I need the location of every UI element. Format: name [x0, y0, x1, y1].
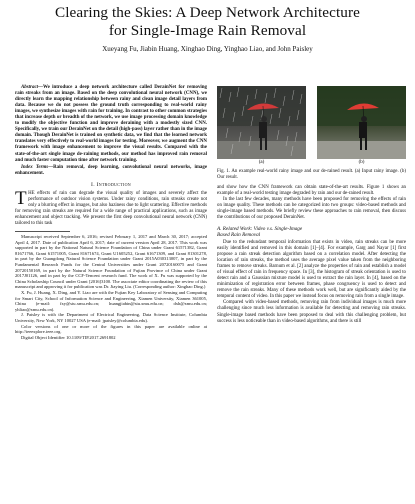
- abstract-text: —We introduce a deep network architecture called DerainNet for removing rain streaks from an image. Based on the deep convolutional neural network (CNN), we directly learn the mapping relationship between rainy and clean image detail layers from data. Because we do not possess the ground truth corresponding to real-world rainy images, we synthesize images with rain for training. In contrast to other common strategies that increase depth or breadth of the network, we use image processing domain knowledge to modify the objective function and improve deraining with a modestly sized CNN. Specifically, we train our DerainNet on the detail (high-pass) layer rather than in the image domain. Though DerainNet is trained on synthetic data, we find that the learned network translates very effectively to real-world images for testing. Moreover, we augment the CNN framework with image enhancement to improve the visual results. Compared with the state-of-the-art single image de-raining methods, our method has improved rain removal and much faster computation time after network training.: [15, 85, 207, 163]
- footnote-affiliation-columbia: J. Paisley is with the Department of Electrical Engineering, Data Science Institute, Columbia University, New York, NY 10027 USA (e-mail: jpaisley@columbia.edu).: [15, 312, 207, 323]
- subsection-heading-related-work: [217, 226, 406, 238]
- paper-title: Clearing the Skies: A Deep Network Architecture for Single-Image Rain Removal: [55, 4, 360, 39]
- footnote-doi: Digital Object Identifier 10.1109/TIP.2017.2691802: [21, 334, 116, 340]
- derained-image: [317, 86, 406, 159]
- left-column: [15, 85, 207, 340]
- footnote-color-versions: Color versions of one or more of the figures in this paper are available online at http://ieeexplore.ieee.org.: [15, 323, 207, 335]
- drop-cap: T: [15, 188, 27, 210]
- rainy-image: [217, 86, 306, 159]
- footnote-affiliation-xmu: X. Fu, J. Huang, X. Ding, and Y. Liao are with the Fujian Key Laboratory of Sensing and Computing for Smart City, School of Information Science and Engineering, Xiamen University, Xiamen 361005, China (e-mail: fxy@stu.xmu.edu.cn; huangjiabin@stu.xmu.edu.cn; dxh@xmu.edu.cn; yhliao@xmu.edu.cn).: [15, 289, 207, 312]
- figure-panel-a: [217, 86, 306, 167]
- body-paragraph: Compared with video-based methods, removing rain from individual images is much more challenging since much less information is available for detecting and removing rain streaks. Single-image based methods have been proposed to deal with this challenging problem, but success is less noticeable than in video-based algorithms, and there is still: [217, 300, 406, 324]
- intro-paragraph: [15, 188, 207, 227]
- index-terms-text: —Rain removal, deep learning, convolutional neural networks, image enhancement.: [15, 164, 207, 176]
- figure-1: [217, 86, 406, 167]
- figure-label-a: (a): [258, 160, 265, 165]
- body-paragraph: Due to the redundant temporal information that exists in video, rain streaks can be more easily identified and removed in this domain [1]–[4]. For example, Garg and Nayar [1] first propose a rain streak detection algorithm based on a correlation model. After detecting the location of rain streaks, the method uses the average pixel value taken from the neighboring frames to remove streaks. Barnum et al. [2] analyze the properties of rain and establish a model of visual effect of rain in frequency space. In [3], the histogram of streak orientation is used to detect rain and a Gaussian mixture model is used to extract the rain layer. In [4], based on the minimization of registration error between frames, phase congruency is used to detect and remove the rain streaks. Many of these methods work well, but are significantly aided by the temporal content of video. In this paper we instead focus on removing rain from a single image.: [217, 239, 406, 300]
- footnote-manuscript: Manuscript received September 6, 2016; revised February 1, 2017 and March 30, 2017; accepted April 4, 2017. Date of publication April 6, 2017; date of current version April 28, 2017. This work was supported in part by the National Natural Science Foundation of China under Grant 61571382, Grant 81671766, Grant 61571005, Grant 81671674, Grant U1605252, Grant 61671309, and Grant 81301278, in part by the Guangdong Natural Science Foundation under Grant 2015A030313007, in part by the Fundamental Research Funds for the Central Universities under Grant 20720160075 and Grant 20720150169, in part by the Natural Science Foundation of Fujian Province of China under Grant 2017J01126, and in part by the CCF-Tencent research fund. The work of X. Fu was supported by the China Scholarship Council under Grant [2016]3100. The associate editor coordinating the review of this manuscript and approving it for publication was Dr. Jiaying Liu. (Corresponding author: Xinghao Ding.): [15, 234, 207, 290]
- figure-caption: Fig. 1. An example real-world rainy image and our de-rained result. (a) Input rainy image. (b) Our result.: [217, 169, 406, 180]
- abstract: [15, 85, 207, 164]
- footnote-rule: [15, 231, 70, 232]
- subsection-title-line1: A. Related Work: Video v.s. Single-Image: [217, 225, 303, 232]
- figure-label-b: (b): [358, 160, 365, 165]
- body-paragraph: In the last few decades, many methods have been proposed for removing the effects of rain on image quality. These methods can be categorized into two groups: video-based methods and single-image based methods. We briefly review these approaches to rain removal, then discuss the contributions of our proposed DerainNet.: [217, 196, 406, 220]
- author-list: Xueyang Fu, Jiabin Huang, Xinghao Ding, Yinghao Liao, and John Paisley: [102, 45, 313, 53]
- body-paragraph: and show how the CNN framework can obtain state-of-the-art results. Figure 1 shows an example of a real-world testing image degraded by rain and our de-rained result.: [217, 184, 406, 196]
- intro-text: HE effects of rain can degrade the visual quality of images and severely affect the performance of outdoor vision systems. Under rainy conditions, rain streaks create not only a blurring effect in images, but also haziness due to light scattering. Effective methods for removing rain streaks are required for a wide range of practical applications, such as image enhancement and object tracking. We present the first deep convolutional neural network (CNN) tailored to this task: [15, 190, 207, 226]
- index-terms-label: Index Terms: [21, 164, 49, 170]
- section-heading-introduction: I. Introduction: [91, 181, 131, 188]
- figure-panel-b: [317, 86, 406, 167]
- abstract-label: Abstract: [21, 85, 39, 90]
- subsection-title-line2: Based Rain Removal: [217, 231, 261, 238]
- index-terms: [15, 165, 207, 177]
- right-column: [217, 86, 406, 325]
